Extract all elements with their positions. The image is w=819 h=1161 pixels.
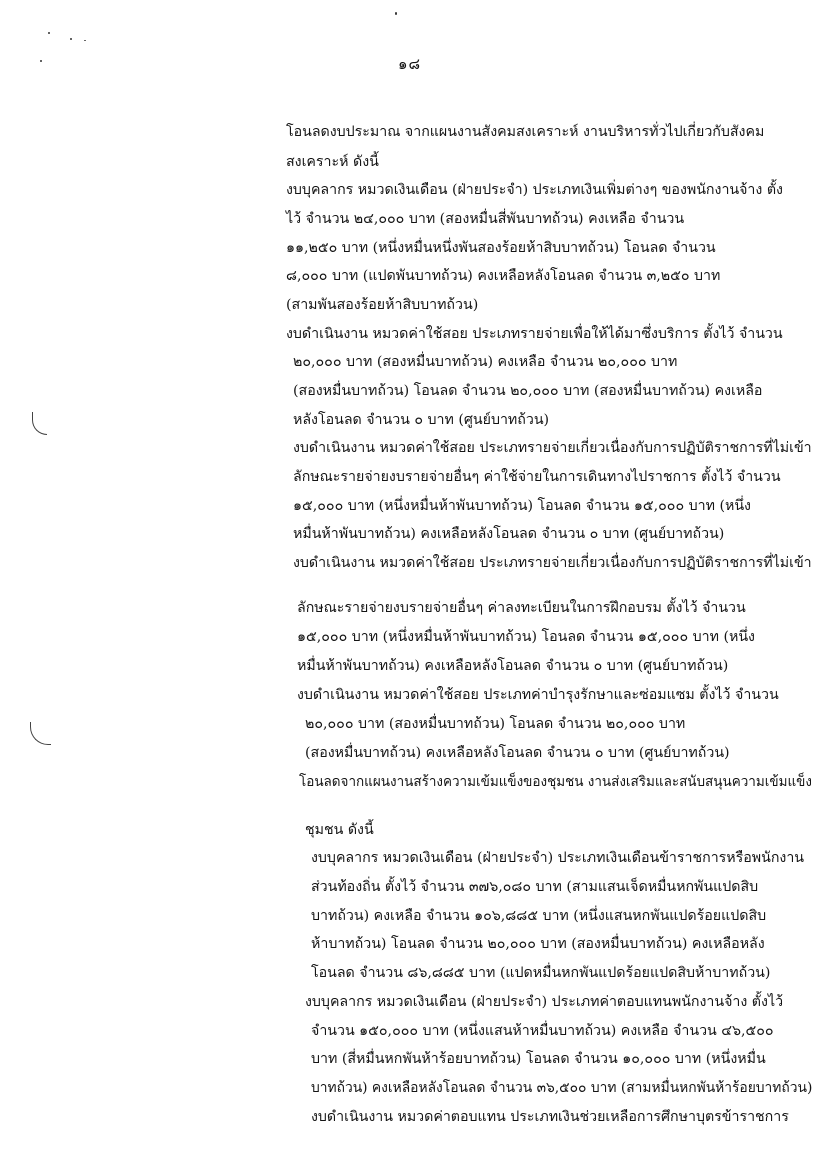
text-line: งบบุคลากร หมวดเงินเดือน (ฝ่ายประจำ) ประเภทค่าตอบแทนพนักงานจ้าง ตั้งไว้	[305, 994, 784, 1010]
text-line: (สองหมื่นบาทถ้วน) โอนลด จำนวน ๒๐,๐๐๐ บาท (สองหมื่นบาทถ้วน) คงเหลือ	[293, 383, 763, 399]
text-line: บาท (สี่หมื่นหกพันห้าร้อยบาทถ้วน) โอนลด จำนวน ๑๐,๐๐๐ บาท (หนึ่งหมื่น	[311, 1051, 766, 1067]
text-line: ๘,๐๐๐ บาท (แปดพันบาทถ้วน) คงเหลือหลังโอนลด จำนวน ๓,๒๕๐ บาท	[286, 268, 721, 284]
text-line: ๑๕,๐๐๐ บาท (หนึ่งหมื่นห้าพันบาทถ้วน) โอนลด จำนวน ๑๕,๐๐๐ บาท (หนึ่ง	[293, 498, 751, 514]
text-line: ๒๐,๐๐๐ บาท (สองหมื่นบาทถ้วน) คงเหลือ จำนวน ๒๐,๐๐๐ บาท	[293, 354, 678, 370]
text-line: ไว้ จำนวน ๒๔,๐๐๐ บาท (สองหมื่นสี่พันบาทถ้วน) คงเหลือ จำนวน	[286, 211, 685, 227]
text-line: ๒๐,๐๐๐ บาท (สองหมื่นบาทถ้วน) โอนลด จำนวน ๒๐,๐๐๐ บาท	[305, 716, 686, 732]
scan-speck	[70, 38, 72, 40]
text-line: ๑๑,๒๕๐ บาท (หนึ่งหมื่นหนึ่งพันสองร้อยห้าสิบบาทถ้วน) โอนลด จำนวน	[286, 240, 716, 256]
text-line: หมื่นห้าพันบาทถ้วน) คงเหลือหลังโอนลด จำนวน ๐ บาท (ศูนย์บาทถ้วน)	[293, 526, 725, 542]
text-line: ส่วนท้องถิ่น ตั้งไว้ จำนวน ๓๗๖,๐๘๐ บาท (สามแสนเจ็ดหมื่นหกพันแปดสิบ	[311, 879, 759, 895]
text-line: โอนลดจากแผนงานสร้างความเข้มแข็งของชุมชน งานส่งเสริมและสนับสนุนความเข้มแข็ง	[299, 774, 812, 790]
text-line: งบดำเนินงาน หมวดค่าใช้สอย ประเภทรายจ่ายเกี่ยวเนื่องกับการปฏิบัติราชการที่ไม่เข้า	[293, 440, 812, 456]
text-line: หลังโอนลด จำนวน ๐ บาท (ศูนย์บาทถ้วน)	[293, 412, 550, 428]
text-line: (สามพันสองร้อยห้าสิบบาทถ้วน)	[286, 297, 479, 313]
text-line: บาทถ้วน) คงเหลือหลังโอนลด จำนวน ๓๖,๕๐๐ บาท (สามหมื่นหกพันห้าร้อยบาทถ้วน)	[311, 1080, 813, 1096]
text-line: งบดำเนินงาน หมวดค่าตอบแทน ประเภทเงินช่วยเหลือการศึกษาบุตรข้าราชการ	[311, 1109, 789, 1125]
text-line: ๑๕,๐๐๐ บาท (หนึ่งหมื่นห้าพันบาทถ้วน) โอนลด จำนวน ๑๕,๐๐๐ บาท (หนึ่ง	[297, 629, 755, 645]
text-line: งบบุคลากร หมวดเงินเดือน (ฝ่ายประจำ) ประเภทเงินเพิ่มต่างๆ ของพนักงานจ้าง ตั้ง	[286, 182, 783, 198]
scan-speck	[48, 32, 50, 34]
text-line: จำนวน ๑๕๐,๐๐๐ บาท (หนึ่งแสนห้าหมื่นบาทถ้วน) คงเหลือ จำนวน ๔๖,๕๐๐	[311, 1023, 774, 1039]
text-line: โอนลดงบประมาณ จากแผนงานสังคมสงเคราะห์ งานบริหารทั่วไปเกี่ยวกับสังคม	[286, 124, 765, 140]
scan-speck	[84, 40, 86, 41]
margin-mark	[32, 412, 47, 435]
text-line: หมื่นห้าพันบาทถ้วน) คงเหลือหลังโอนลด จำนวน ๐ บาท (ศูนย์บาทถ้วน)	[297, 658, 729, 674]
text-line: งบบุคลากร หมวดเงินเดือน (ฝ่ายประจำ) ประเภทเงินเดือนข้าราชการหรือพนักงาน	[311, 850, 805, 866]
text-line: บาทถ้วน) คงเหลือ จำนวน ๑๐๖,๘๘๕ บาท (หนึ่งแสนหกพันแปดร้อยแปดสิบ	[311, 908, 767, 924]
margin-mark	[30, 722, 51, 745]
text-line: สงเคราะห์ ดังนี้	[286, 154, 379, 170]
scan-speck	[395, 12, 397, 15]
text-line: งบดำเนินงาน หมวดค่าใช้สอย ประเภทรายจ่ายเกี่ยวเนื่องกับการปฏิบัติราชการที่ไม่เข้า	[293, 555, 812, 571]
text-line: ห้าบาทถ้วน) โอนลด จำนวน ๒๐,๐๐๐ บาท (สองหมื่นบาทถ้วน) คงเหลือหลัง	[311, 936, 765, 952]
text-line: งบดำเนินงาน หมวดค่าใช้สอย ประเภทค่าบำรุงรักษาและซ่อมแซม ตั้งไว้ จำนวน	[297, 687, 779, 703]
text-line: ลักษณะรายจ่ายงบรายจ่ายอื่นๆ ค่าลงทะเบียนในการฝึกอบรม ตั้งไว้ จำนวน	[297, 600, 746, 616]
text-line: (สองหมื่นบาทถ้วน) คงเหลือหลังโอนลด จำนวน ๐ บาท (ศูนย์บาทถ้วน)	[305, 745, 730, 761]
text-line: ลักษณะรายจ่ายงบรายจ่ายอื่นๆ ค่าใช้จ่ายในการเดินทางไปราชการ ตั้งไว้ จำนวน	[293, 469, 781, 485]
text-line: ชุมชน ดังนี้	[305, 822, 374, 838]
page-number: ๑๘	[397, 55, 422, 73]
text-line: โอนลด จำนวน ๘๖,๘๘๕ บาท (แปดหมื่นหกพันแปดร้อยแปดสิบห้าบาทถ้วน)	[311, 965, 771, 981]
text-line: งบดำเนินงาน หมวดค่าใช้สอย ประเภทรายจ่ายเพื่อให้ได้มาซึ่งบริการ ตั้งไว้ จำนวน	[286, 326, 783, 342]
